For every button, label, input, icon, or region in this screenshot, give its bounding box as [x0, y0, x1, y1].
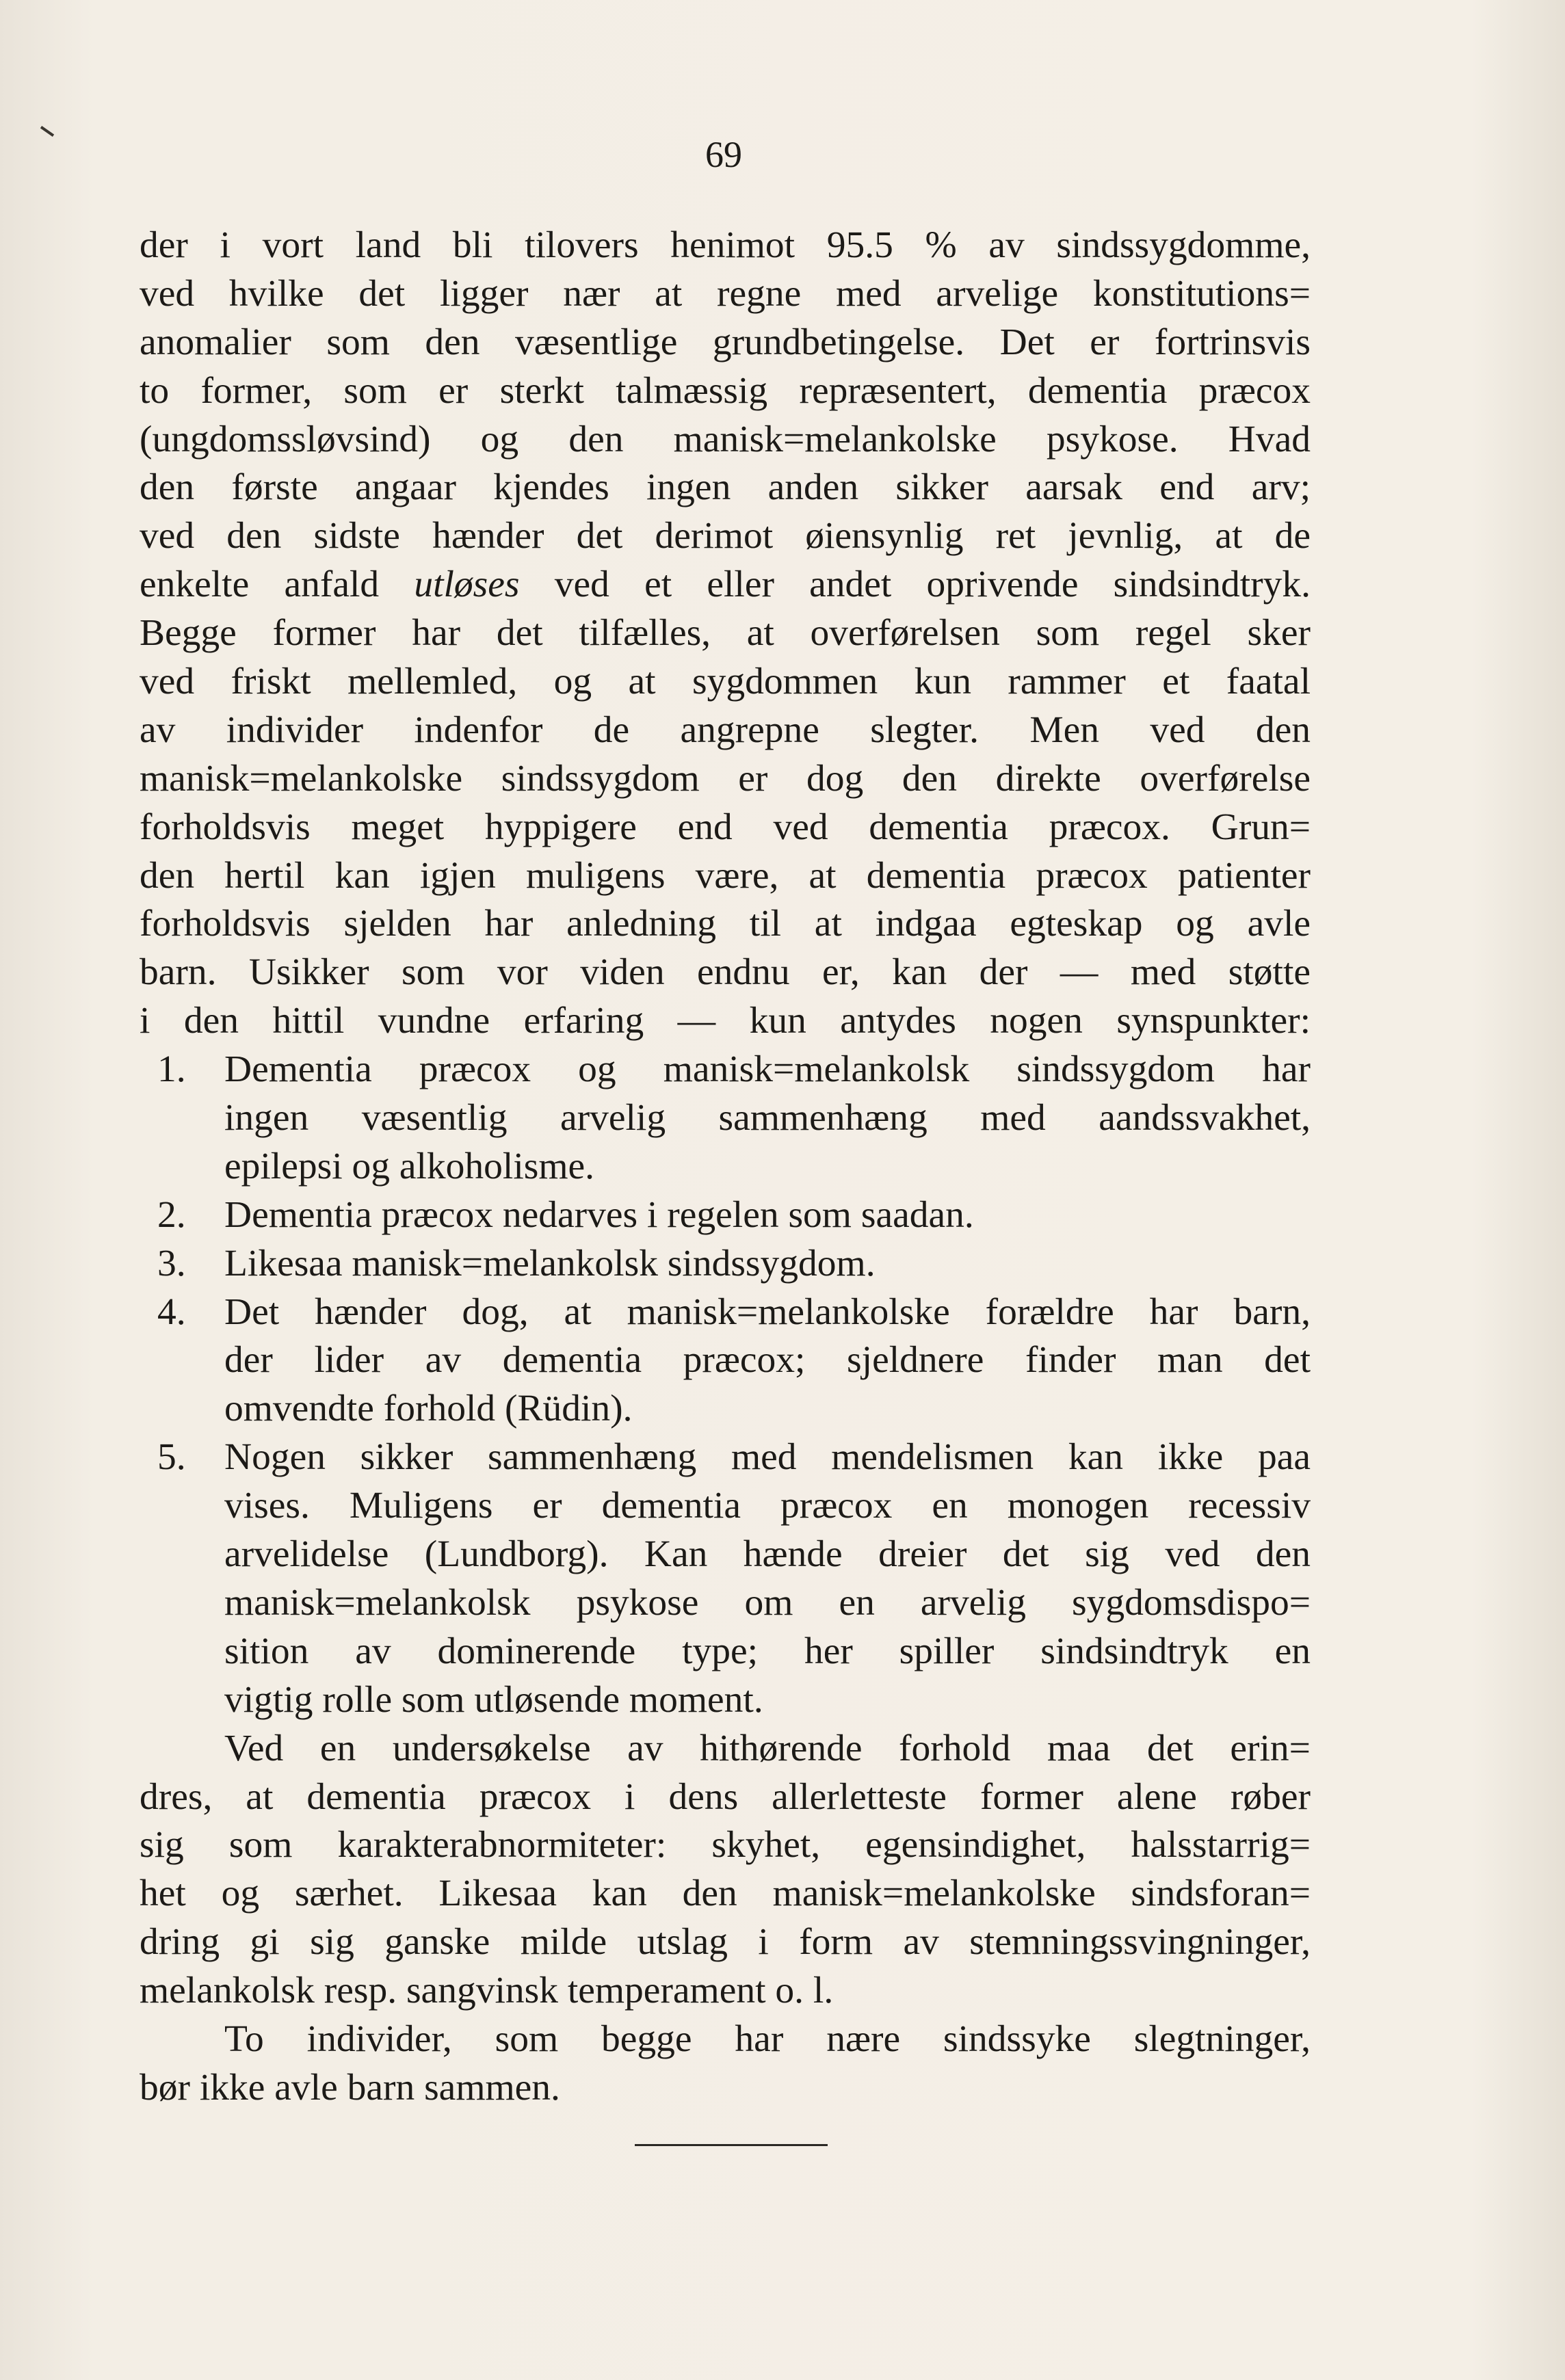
text-line: Dementia præcox og manisk=melankolsk sindssygdom har — [224, 1048, 1311, 1091]
list-number: 5. — [157, 1436, 186, 1479]
text-line: Det hænder dog, at manisk=melankolske forældre har barn, — [224, 1291, 1311, 1333]
text-line: forholdsvis meget hyppigere end ved dementia præcox. Grun= — [140, 806, 1311, 848]
italic-word: utløses — [414, 564, 520, 606]
text-line: omvendte forhold (Rüdin). — [224, 1388, 633, 1430]
text-line: arvelidelse (Lundborg). Kan hænde dreier det sig ved den — [224, 1533, 1311, 1576]
text-line: vigtig rolle som utløsende moment. — [224, 1678, 763, 1721]
text-line: anomalier som den væsentlige grundbetingelse. Det er fortrinsvis — [140, 321, 1311, 363]
text-line: ved friskt mellemled, og at sygdommen kun rammer et faatal — [140, 661, 1311, 703]
text-line-italic — [140, 561, 1311, 609]
text-line: dring gi sig ganske milde utslag i form av stemningssvingninger, — [140, 1921, 1311, 1964]
text-fragment: enkelte anfald — [140, 564, 415, 606]
text-line: der lider av dementia præcox; sjeldnere finder man det — [224, 1339, 1311, 1381]
list-number: 1. — [157, 1048, 186, 1091]
text-line: epilepsi og alkoholisme. — [224, 1145, 595, 1187]
text-line: den hertil kan igjen muligens være, at dementia præcox patienter — [140, 854, 1311, 897]
list-number: 3. — [157, 1242, 186, 1284]
text-line: ingen væsentlig arvelig sammenhæng med aandssvakhet, — [224, 1097, 1311, 1139]
text-line: het og særhet. Likesaa kan den manisk=melankolske sindsforan= — [140, 1873, 1311, 1915]
text-line: av individer indenfor de angrepne slegter. Men ved den — [140, 709, 1311, 751]
list-item-4 — [140, 1288, 1311, 1434]
text-line: to former, som er sterkt talmæssig repræsentert, dementia præcox — [140, 369, 1311, 412]
body-text — [140, 222, 1311, 2113]
text-line: Nogen sikker sammenhæng med mendelismen kan ikke paa — [224, 1436, 1311, 1479]
page-number: 69 — [705, 134, 742, 175]
text-line: Dementia præcox nedarves i regelen som saadan. — [224, 1193, 974, 1236]
text-line: barn. Usikker som vor viden endnu er, kan der — med støtte — [140, 951, 1311, 994]
text-line: (ungdomssløvsind) og den manisk=melankolske psykose. Hvad — [140, 418, 1311, 460]
text-line: sig som karakterabnormiteter: skyhet, egensindighet, halsstarrig= — [140, 1824, 1311, 1866]
text-line: Begge former har det tilfælles, at overførelsen som regel sker — [140, 612, 1311, 654]
text-line: dres, at dementia præcox i dens allerletteste former alene røber — [140, 1775, 1311, 1818]
text-line: melankolsk resp. sangvinsk temperament o. l. — [140, 1970, 834, 2012]
list-item-3 — [140, 1240, 1311, 1288]
text-line: ved den sidste hænder det derimot øiensynlig ret jevnlig, at de — [140, 515, 1311, 557]
text-line: der i vort land bli tilovers henimot 95.5 % av sindssygdomme, — [140, 224, 1311, 266]
list-item-5 — [140, 1433, 1311, 1724]
list-item-1 — [140, 1046, 1311, 1191]
text-line: sition av dominerende type; her spiller sindsindtryk en — [224, 1630, 1311, 1672]
text-line: To individer, som begge har nære sindssyke slegtninger, — [224, 2018, 1311, 2060]
text-line: manisk=melankolske sindssygdom er dog den direkte overførelse — [140, 757, 1311, 799]
text-line: forholdsvis sjelden har anledning til at indgaa egteskap og avle — [140, 903, 1311, 945]
text-line: ved hvilke det ligger nær at regne med arvelige konstitutions= — [140, 272, 1311, 315]
text-fragment: ved et eller andet oprivende sindsindtryk. — [519, 564, 1311, 606]
list-number: 2. — [157, 1193, 186, 1236]
text-line: vises. Muligens er dementia præcox en monogen recessiv — [224, 1485, 1311, 1527]
list-item-2 — [140, 1191, 1311, 1240]
text-line: i den hittil vundne erfaring — kun antydes nogen synspunkter: — [140, 1000, 1311, 1042]
text-line: bør ikke avle barn sammen. — [140, 2066, 560, 2108]
text-line: Ved en undersøkelse av hithørende forhold maa det erin= — [224, 1727, 1311, 1769]
end-rule — [635, 2144, 828, 2146]
text-line: den første angaar kjendes ingen anden sikker aarsak end arv; — [140, 466, 1311, 509]
text-line: manisk=melankolsk psykose om en arvelig sygdomsdispo= — [224, 1581, 1311, 1624]
text-line: Likesaa manisk=melankolsk sindssygdom. — [224, 1242, 876, 1284]
list-number: 4. — [157, 1291, 186, 1333]
